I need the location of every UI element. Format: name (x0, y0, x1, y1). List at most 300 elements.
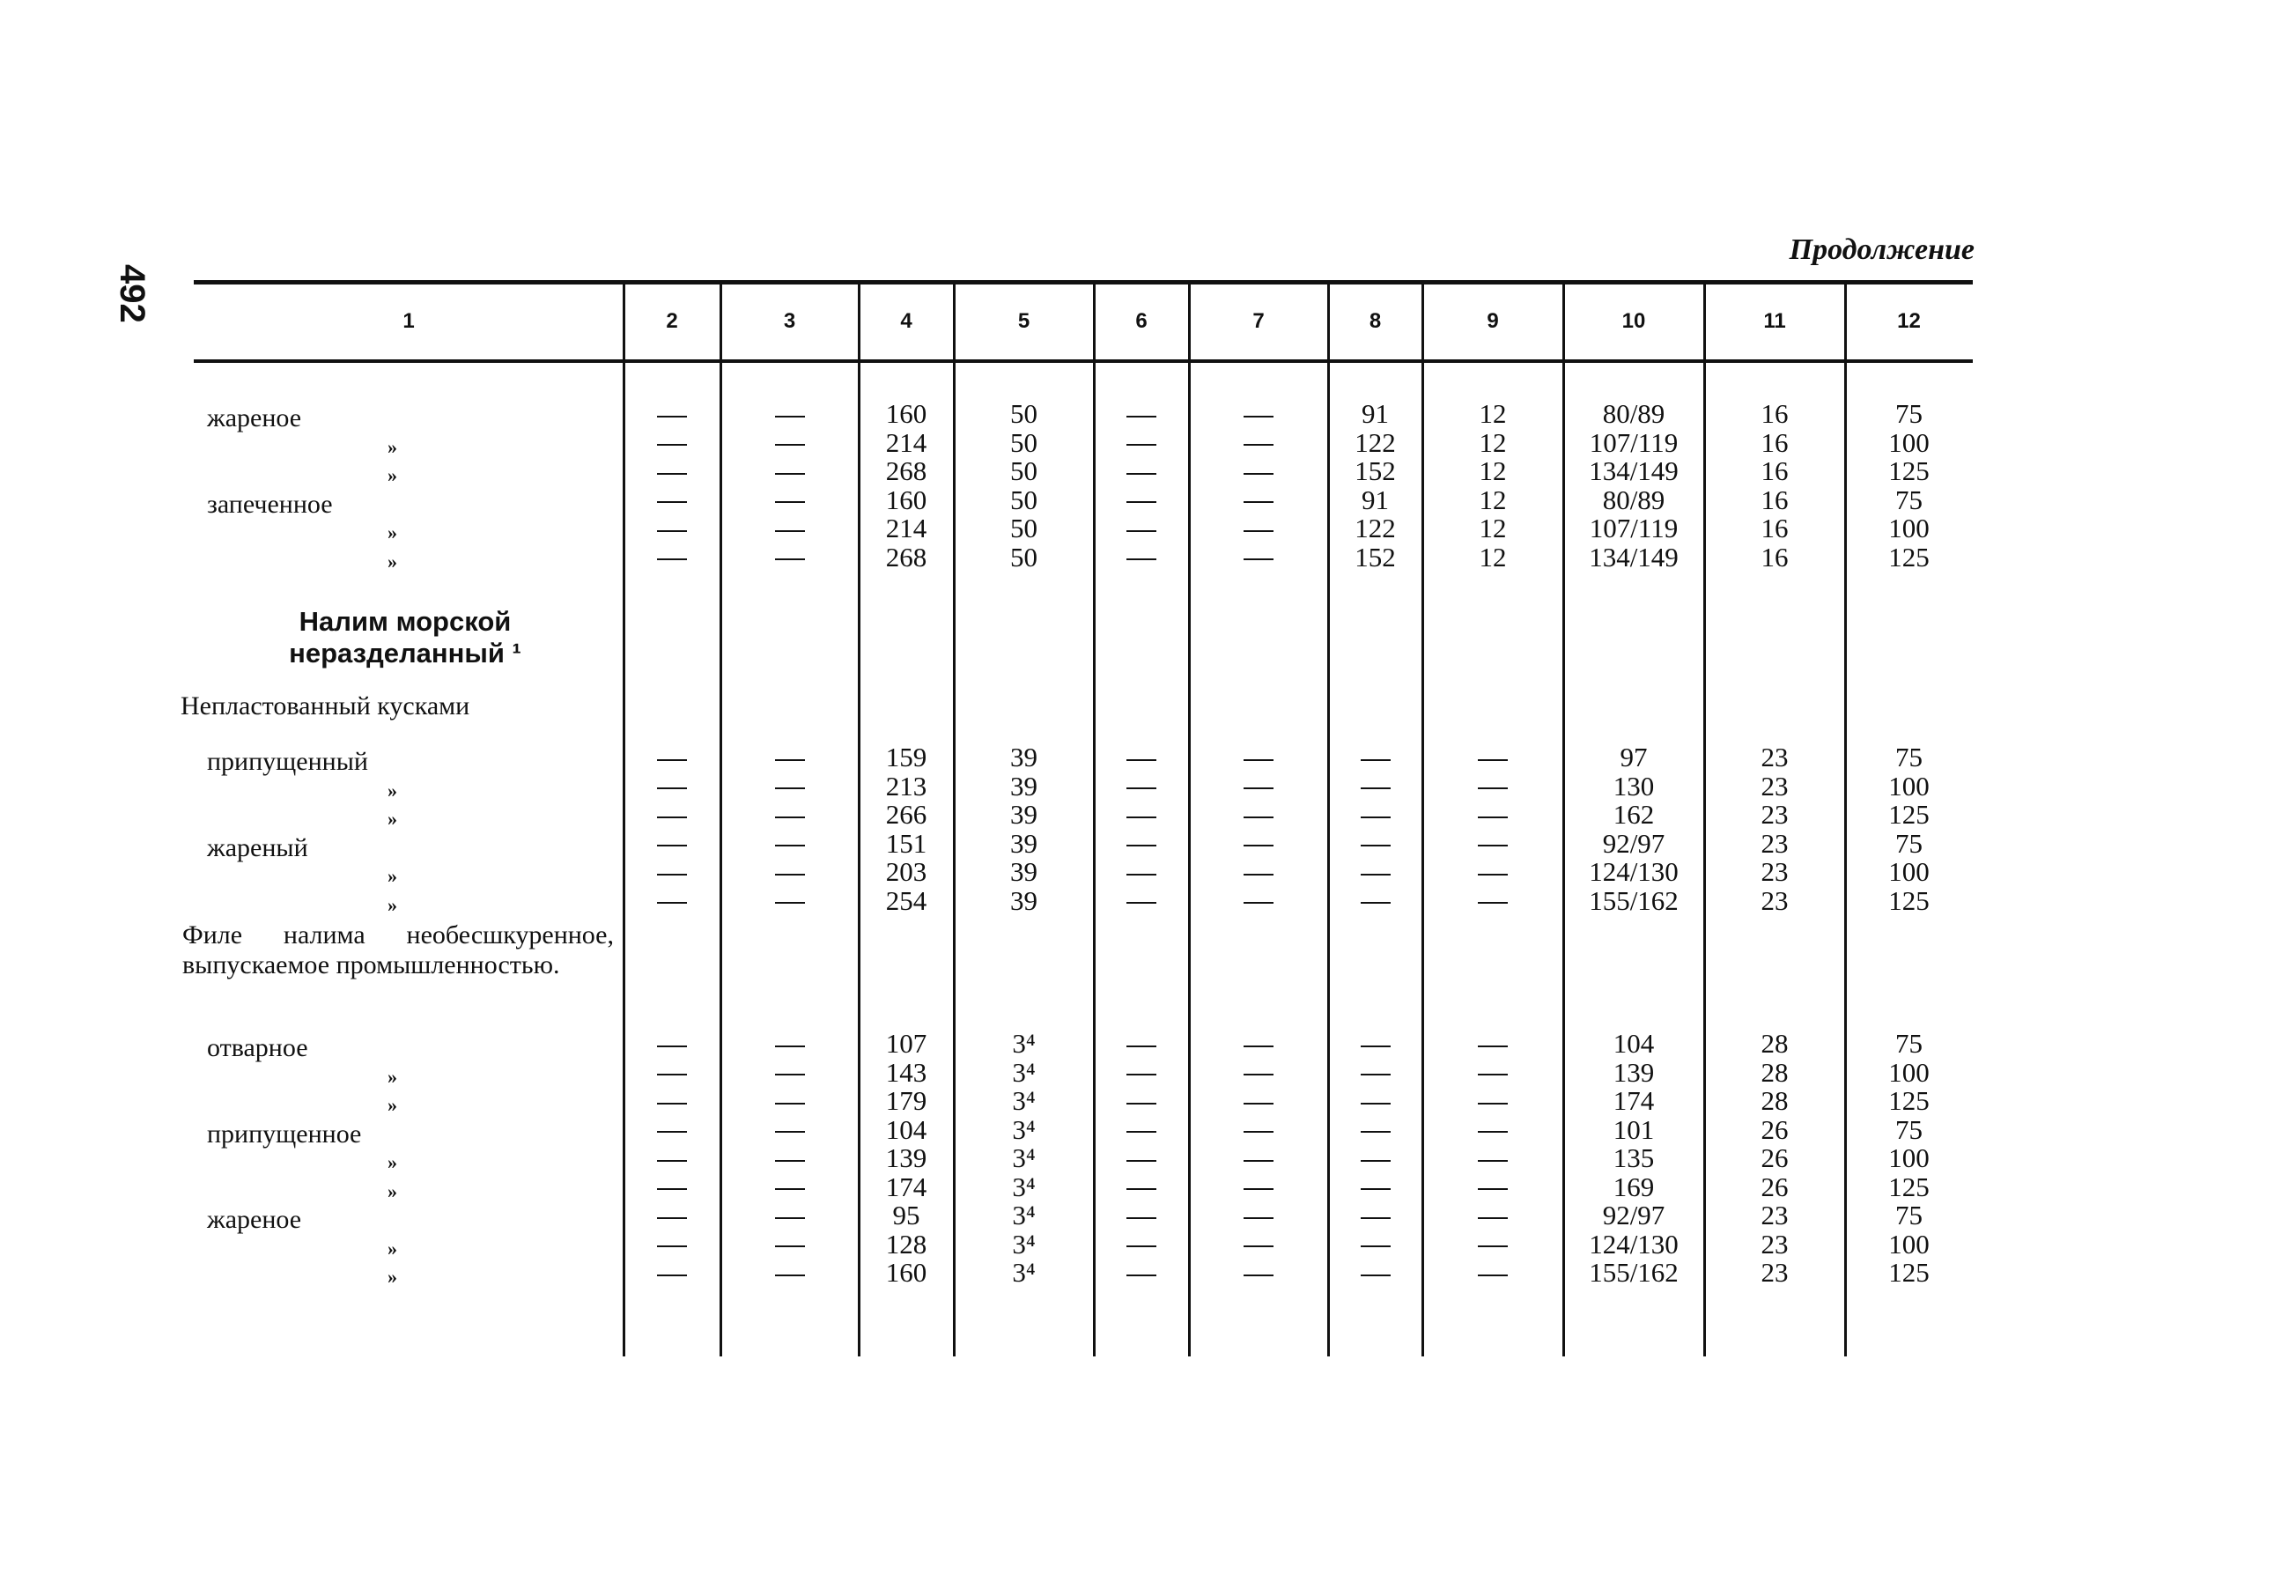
table-cell (720, 830, 859, 858)
dash-mark (1126, 1046, 1156, 1047)
table-cell (1422, 1116, 1563, 1144)
table-cell (1704, 884, 1845, 916)
table-cell (954, 858, 1094, 886)
cell-value: 12 (1479, 455, 1507, 486)
table-cell (1422, 426, 1563, 458)
cell-value: 266 (885, 799, 927, 830)
cell-value: 107/119 (1589, 426, 1679, 458)
dash-mark (1126, 473, 1156, 475)
dash-mark (657, 501, 687, 503)
table-cell (1845, 1056, 1973, 1088)
cell-value: 23 (1761, 770, 1789, 802)
dash-mark (657, 816, 687, 818)
dash-mark (657, 1103, 687, 1105)
ditto-mark: » (388, 865, 397, 887)
dash-mark (1244, 874, 1274, 876)
table-cell (1189, 429, 1328, 457)
cell-value: 169 (1613, 1171, 1655, 1202)
table-cell (1845, 426, 1973, 458)
cell-value: 125 (1888, 799, 1930, 830)
cell-value: 3⁴ (1012, 1028, 1036, 1059)
dash-mark (1478, 1245, 1508, 1247)
table-cell (1328, 1030, 1422, 1058)
dash-mark (1244, 845, 1274, 846)
cell-value: 203 (885, 856, 927, 887)
dash-mark (657, 1275, 687, 1276)
dash-mark (1478, 816, 1508, 818)
dash-mark (775, 874, 805, 876)
cell-value: 125 (1888, 1257, 1930, 1288)
dash-mark (1126, 530, 1156, 532)
cell-value: 39 (1010, 827, 1037, 859)
table-cell (1422, 858, 1563, 886)
table-cell (1094, 1201, 1189, 1230)
cell-value: 125 (1888, 884, 1930, 916)
cell-value: 100 (1888, 770, 1930, 802)
table-cell (1845, 884, 1973, 916)
table-cell (1563, 486, 1704, 514)
table-cell (1563, 858, 1704, 886)
dash-mark (1244, 787, 1274, 789)
table-cell (1328, 1144, 1422, 1172)
table-cell (1422, 743, 1563, 772)
table-cell (1094, 1144, 1189, 1172)
cell-value: 28 (1761, 1028, 1789, 1059)
cell-value: 23 (1761, 1257, 1789, 1288)
table-cell (1189, 830, 1328, 858)
table-cell (1189, 1059, 1328, 1087)
dash-mark (1244, 1103, 1274, 1105)
table-cell (1328, 772, 1422, 801)
cell-value: 26 (1761, 1113, 1789, 1145)
cell-value: 100 (1888, 856, 1930, 887)
cell-value: 50 (1010, 398, 1037, 429)
table-cell (624, 1201, 720, 1230)
table-cell (1845, 801, 1973, 829)
table-cell (1845, 858, 1973, 886)
cell-value: 39 (1010, 742, 1037, 772)
cell-value: 3⁴ (1012, 1228, 1036, 1260)
table-cell (1328, 426, 1422, 458)
cell-value: 100 (1888, 1142, 1930, 1173)
row-label: припущенный (207, 747, 368, 776)
dash-mark (1361, 1074, 1391, 1075)
table-cell (1845, 772, 1973, 801)
dash-mark (1478, 1160, 1508, 1162)
dash-mark (657, 1188, 687, 1190)
table-cell (954, 772, 1094, 801)
table-cell (624, 1030, 720, 1058)
ditto-mark: » (388, 779, 397, 802)
table-cell (1704, 1113, 1845, 1145)
cell-value: 124/130 (1589, 856, 1679, 887)
column-header: 12 (1897, 309, 1921, 333)
table-cell (1704, 457, 1845, 485)
table-cell (624, 858, 720, 886)
cell-value: 3⁴ (1012, 1171, 1036, 1202)
dash-mark (1478, 1188, 1508, 1190)
table-cell (1563, 772, 1704, 801)
dash-mark (1126, 1188, 1156, 1190)
table-cell (1845, 1144, 1973, 1172)
dash-mark (775, 1074, 805, 1075)
dash-mark (1244, 473, 1274, 475)
table-cell (1328, 543, 1422, 572)
table-cell (624, 1059, 720, 1087)
cell-value: 50 (1010, 426, 1037, 458)
dash-mark (1244, 1275, 1274, 1276)
dash-mark (657, 759, 687, 761)
table-cell (720, 858, 859, 886)
dash-mark (1126, 1245, 1156, 1247)
dash-mark (1361, 816, 1391, 818)
cell-value: 160 (885, 1257, 927, 1288)
dash-mark (775, 816, 805, 818)
cell-value: 139 (1613, 1056, 1655, 1088)
cell-value: 151 (885, 827, 927, 859)
cell-value: 50 (1010, 513, 1037, 543)
table-cell (624, 887, 720, 915)
dash-mark (1478, 1046, 1508, 1047)
table-cell (624, 1259, 720, 1287)
cell-value: 125 (1888, 1171, 1930, 1202)
cell-value: 107/119 (1589, 513, 1679, 543)
dash-mark (1244, 444, 1274, 446)
table-cell (1563, 1056, 1704, 1088)
cell-value: 50 (1010, 541, 1037, 573)
table-cell (1422, 772, 1563, 801)
dash-mark (775, 759, 805, 761)
table-cell (1094, 1116, 1189, 1144)
cell-value: 39 (1010, 770, 1037, 802)
cell-value: 174 (885, 1171, 927, 1202)
dash-mark (1244, 1245, 1274, 1247)
cell-value: 75 (1895, 827, 1923, 859)
cell-value: 100 (1888, 1228, 1930, 1260)
dash-mark (1361, 1275, 1391, 1276)
cell-value: 160 (885, 398, 927, 429)
cell-value: 107 (885, 1028, 927, 1059)
table-cell (1704, 1173, 1845, 1201)
cell-value: 16 (1761, 426, 1789, 458)
table-cell (1328, 1259, 1422, 1287)
table-cell (1094, 486, 1189, 514)
table-cell (1328, 801, 1422, 829)
table-cell (1094, 429, 1189, 457)
table-cell (720, 1173, 859, 1201)
cell-value: 134/149 (1589, 541, 1679, 573)
table-cell (1563, 1201, 1704, 1230)
table-cell (1094, 1030, 1189, 1058)
table-cell (720, 486, 859, 514)
cell-value: 12 (1479, 513, 1507, 543)
dash-mark (1478, 1131, 1508, 1133)
table-cell (859, 858, 954, 886)
cell-value: 75 (1895, 1028, 1923, 1059)
table-cell (720, 772, 859, 801)
table-cell (954, 486, 1094, 514)
dash-mark (1126, 1275, 1156, 1276)
dash-mark (1126, 1160, 1156, 1162)
column-header: 8 (1369, 309, 1382, 333)
table-cell (720, 887, 859, 915)
table-cell (954, 1173, 1094, 1201)
cell-value: 134/149 (1589, 455, 1679, 486)
cell-value: 162 (1613, 799, 1655, 830)
dash-mark (1361, 1103, 1391, 1105)
ditto-mark: » (388, 521, 397, 543)
cell-value: 214 (885, 513, 927, 543)
ditto-mark: » (388, 1179, 397, 1202)
dash-mark (1126, 1074, 1156, 1075)
row-label: запеченное (207, 489, 333, 519)
dash-mark (657, 874, 687, 876)
table-cell (1422, 1144, 1563, 1172)
cell-value: 75 (1895, 1113, 1923, 1145)
dash-mark (657, 558, 687, 560)
ditto-mark: » (388, 893, 397, 916)
table-cell (1094, 772, 1189, 801)
table-cell (1094, 887, 1189, 915)
table-cell (1422, 486, 1563, 514)
cell-value: 128 (885, 1228, 927, 1260)
cell-value: 12 (1479, 426, 1507, 458)
cell-value: 23 (1761, 742, 1789, 772)
table-top-rule (194, 280, 1973, 284)
dash-mark (1244, 1074, 1274, 1075)
dash-mark (775, 845, 805, 846)
cell-value: 155/162 (1589, 884, 1679, 916)
table-cell (1189, 457, 1328, 485)
dash-mark (1244, 1188, 1274, 1190)
dash-mark (775, 1046, 805, 1047)
cell-value: 39 (1010, 799, 1037, 830)
table-cell (1094, 830, 1189, 858)
dash-mark (657, 444, 687, 446)
table-cell (624, 1116, 720, 1144)
cell-value: 100 (1888, 1056, 1930, 1088)
dash-mark (1361, 1188, 1391, 1190)
dash-mark (775, 530, 805, 532)
table-cell (1422, 1059, 1563, 1087)
table-cell (859, 1230, 954, 1259)
dash-mark (775, 416, 805, 417)
table-cell (859, 486, 954, 514)
table-cell (859, 772, 954, 801)
column-header: 7 (1252, 309, 1265, 333)
cell-value: 75 (1895, 398, 1923, 429)
table-cell (1845, 457, 1973, 485)
table-cell (1189, 1259, 1328, 1287)
table-cell (1422, 457, 1563, 485)
table-cell (1189, 1144, 1328, 1172)
cell-value: 3⁴ (1012, 1257, 1036, 1288)
table-cell (954, 1030, 1094, 1058)
dash-mark (775, 1188, 805, 1190)
dash-mark (1244, 902, 1274, 904)
table-cell (1189, 743, 1328, 772)
ditto-mark: » (388, 1094, 397, 1116)
dash-mark (1126, 1217, 1156, 1219)
dash-mark (775, 1103, 805, 1105)
cell-value: 50 (1010, 484, 1037, 515)
table-cell (859, 827, 954, 859)
cell-value: 174 (1613, 1085, 1655, 1116)
table-cell (1563, 1113, 1704, 1145)
table-cell (1563, 1144, 1704, 1172)
column-header: 3 (783, 309, 796, 333)
cell-value: 124/130 (1589, 1228, 1679, 1260)
dash-mark (775, 1275, 805, 1276)
table-cell (1094, 801, 1189, 829)
dash-mark (657, 530, 687, 532)
table-cell (954, 1259, 1094, 1287)
table-cell (720, 743, 859, 772)
dash-mark (1478, 1074, 1508, 1075)
cell-value: 3⁴ (1012, 1113, 1036, 1145)
table-cell (1094, 514, 1189, 543)
table-cell (720, 1087, 859, 1115)
table-cell (954, 543, 1094, 572)
ditto-mark: » (388, 1151, 397, 1173)
table-cell (1189, 543, 1328, 572)
cell-value: 122 (1355, 513, 1396, 543)
table-cell (624, 400, 720, 428)
dash-mark (1244, 1046, 1274, 1047)
table-cell (624, 801, 720, 829)
table-cell (1704, 858, 1845, 886)
dash-mark (775, 1160, 805, 1162)
table-cell (1328, 1201, 1422, 1230)
dash-mark (657, 416, 687, 417)
table-cell (1845, 1173, 1973, 1201)
table-cell (1189, 514, 1328, 543)
cell-value: 152 (1355, 455, 1396, 486)
table-cell (859, 543, 954, 572)
table-cell (1704, 827, 1845, 859)
cell-value: 214 (885, 426, 927, 458)
table-cell (1328, 830, 1422, 858)
cell-value: 80/89 (1602, 398, 1665, 429)
dash-mark (1126, 759, 1156, 761)
table-cell (859, 1259, 954, 1287)
table-cell (720, 801, 859, 829)
table-cell (859, 400, 954, 428)
table-cell (1328, 457, 1422, 485)
dash-mark (1244, 1160, 1274, 1162)
dash-mark (1126, 816, 1156, 818)
dash-mark (1361, 1131, 1391, 1133)
cell-value: 91 (1362, 484, 1389, 515)
table-cell (1845, 1030, 1973, 1058)
table-cell (1704, 1230, 1845, 1259)
dash-mark (1361, 787, 1391, 789)
dash-mark (775, 558, 805, 560)
table-cell (1328, 1230, 1422, 1259)
dash-mark (1478, 1275, 1508, 1276)
table-cell (1563, 884, 1704, 916)
cell-value: 159 (885, 742, 927, 772)
cell-value: 75 (1895, 742, 1923, 772)
table-cell (954, 1201, 1094, 1230)
table-cell (859, 743, 954, 772)
table-cell (859, 1030, 954, 1058)
table-cell (720, 1030, 859, 1058)
cell-value: 12 (1479, 398, 1507, 429)
table-cell (720, 514, 859, 543)
cell-value: 104 (1613, 1028, 1655, 1059)
section-heading: Налим морской неразделанный ¹ (289, 606, 521, 669)
dash-mark (1126, 444, 1156, 446)
table-cell (1563, 1173, 1704, 1201)
dash-mark (657, 1160, 687, 1162)
table-cell (1704, 1259, 1845, 1287)
dash-mark (775, 1245, 805, 1247)
table-cell (859, 1113, 954, 1145)
table-cell (1189, 801, 1328, 829)
ditto-mark: » (388, 435, 397, 458)
dash-mark (1478, 845, 1508, 846)
table-cell (1563, 827, 1704, 859)
dash-mark (657, 787, 687, 789)
table-cell (1563, 543, 1704, 572)
table-cell (1328, 400, 1422, 428)
table-cell (1189, 1030, 1328, 1058)
cell-value: 104 (885, 1113, 927, 1145)
cell-value: 95 (892, 1200, 920, 1230)
cell-value: 130 (1613, 770, 1655, 802)
table-cell (1094, 400, 1189, 428)
table-cell (624, 514, 720, 543)
table-cell (624, 772, 720, 801)
dash-mark (1126, 501, 1156, 503)
column-header: 6 (1135, 309, 1148, 333)
table-cell (624, 486, 720, 514)
cell-value: 16 (1761, 455, 1789, 486)
cell-value: 39 (1010, 856, 1037, 887)
table-cell (1328, 858, 1422, 886)
table-cell (1422, 830, 1563, 858)
cell-value: 179 (885, 1085, 927, 1116)
dash-mark (1361, 902, 1391, 904)
dash-mark (1126, 416, 1156, 417)
table-cell (1189, 1087, 1328, 1115)
ditto-mark: » (388, 1065, 397, 1088)
cell-value: 23 (1761, 884, 1789, 916)
table-cell (1845, 1259, 1973, 1287)
table-cell (954, 1144, 1094, 1172)
dash-mark (1478, 1103, 1508, 1105)
dash-mark (1478, 787, 1508, 789)
cell-value: 122 (1355, 426, 1396, 458)
table-cell (1422, 1201, 1563, 1230)
dash-mark (1478, 902, 1508, 904)
cell-value: 91 (1362, 398, 1389, 429)
table-cell (624, 830, 720, 858)
subsection-heading: Непластованный кусками (181, 691, 470, 720)
table-cell (1563, 1230, 1704, 1259)
cell-value: 23 (1761, 1200, 1789, 1230)
cell-value: 135 (1613, 1142, 1655, 1173)
cell-value: 3⁴ (1012, 1142, 1036, 1173)
cell-value: 16 (1761, 541, 1789, 573)
row-label: жареное (207, 1205, 302, 1234)
table-cell (859, 1173, 954, 1201)
table-cell (1189, 400, 1328, 428)
dash-mark (775, 444, 805, 446)
table-cell (954, 884, 1094, 916)
cell-value: 100 (1888, 513, 1930, 543)
